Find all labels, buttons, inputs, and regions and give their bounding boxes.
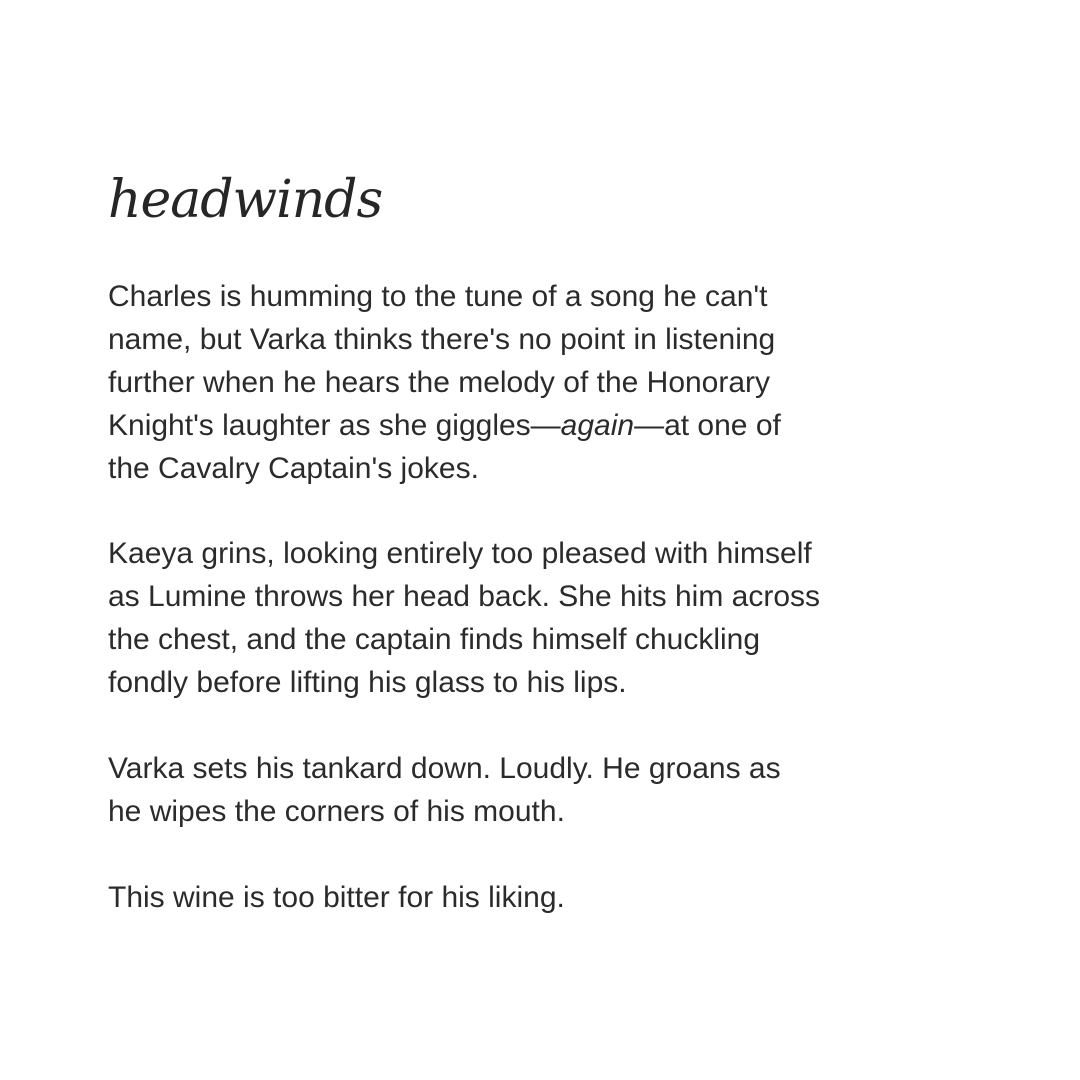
story-title: headwinds xyxy=(108,170,383,230)
paragraph-line: the chest, and the captain finds himself chuckling xyxy=(108,623,761,656)
paragraph-line: as Lumine throws her head back. She hits him across xyxy=(108,580,821,613)
paragraph-line: fondly before lifting his glass to his lips. xyxy=(108,666,627,699)
paragraph-1 xyxy=(108,275,908,490)
story-page xyxy=(108,0,908,1080)
line-text-before: Knight's laughter as she giggles— xyxy=(108,409,561,442)
paragraph-line-with-emphasis xyxy=(108,404,908,447)
paragraph-line: the Cavalry Captain's jokes. xyxy=(108,452,479,485)
paragraph-line: Varka sets his tankard down. Loudly. He groans as xyxy=(108,752,781,785)
paragraph-line: This wine is too bitter for his liking. xyxy=(108,881,565,914)
paragraph-line: further when he hears the melody of the Honorary xyxy=(108,366,771,399)
paragraph-line: he wipes the corners of his mouth. xyxy=(108,795,565,828)
paragraph-line: name, but Varka thinks there's no point in listening xyxy=(108,323,776,356)
line-text-after: —at one of xyxy=(634,409,781,442)
paragraph-3 xyxy=(108,747,908,833)
emphasized-word: again xyxy=(560,409,635,442)
paragraph-4 xyxy=(108,876,908,919)
paragraph-line: Charles is humming to the tune of a song he can't xyxy=(108,280,768,313)
paragraph-2 xyxy=(108,532,908,704)
paragraph-line: Kaeya grins, looking entirely too pleased with himself xyxy=(108,537,812,570)
